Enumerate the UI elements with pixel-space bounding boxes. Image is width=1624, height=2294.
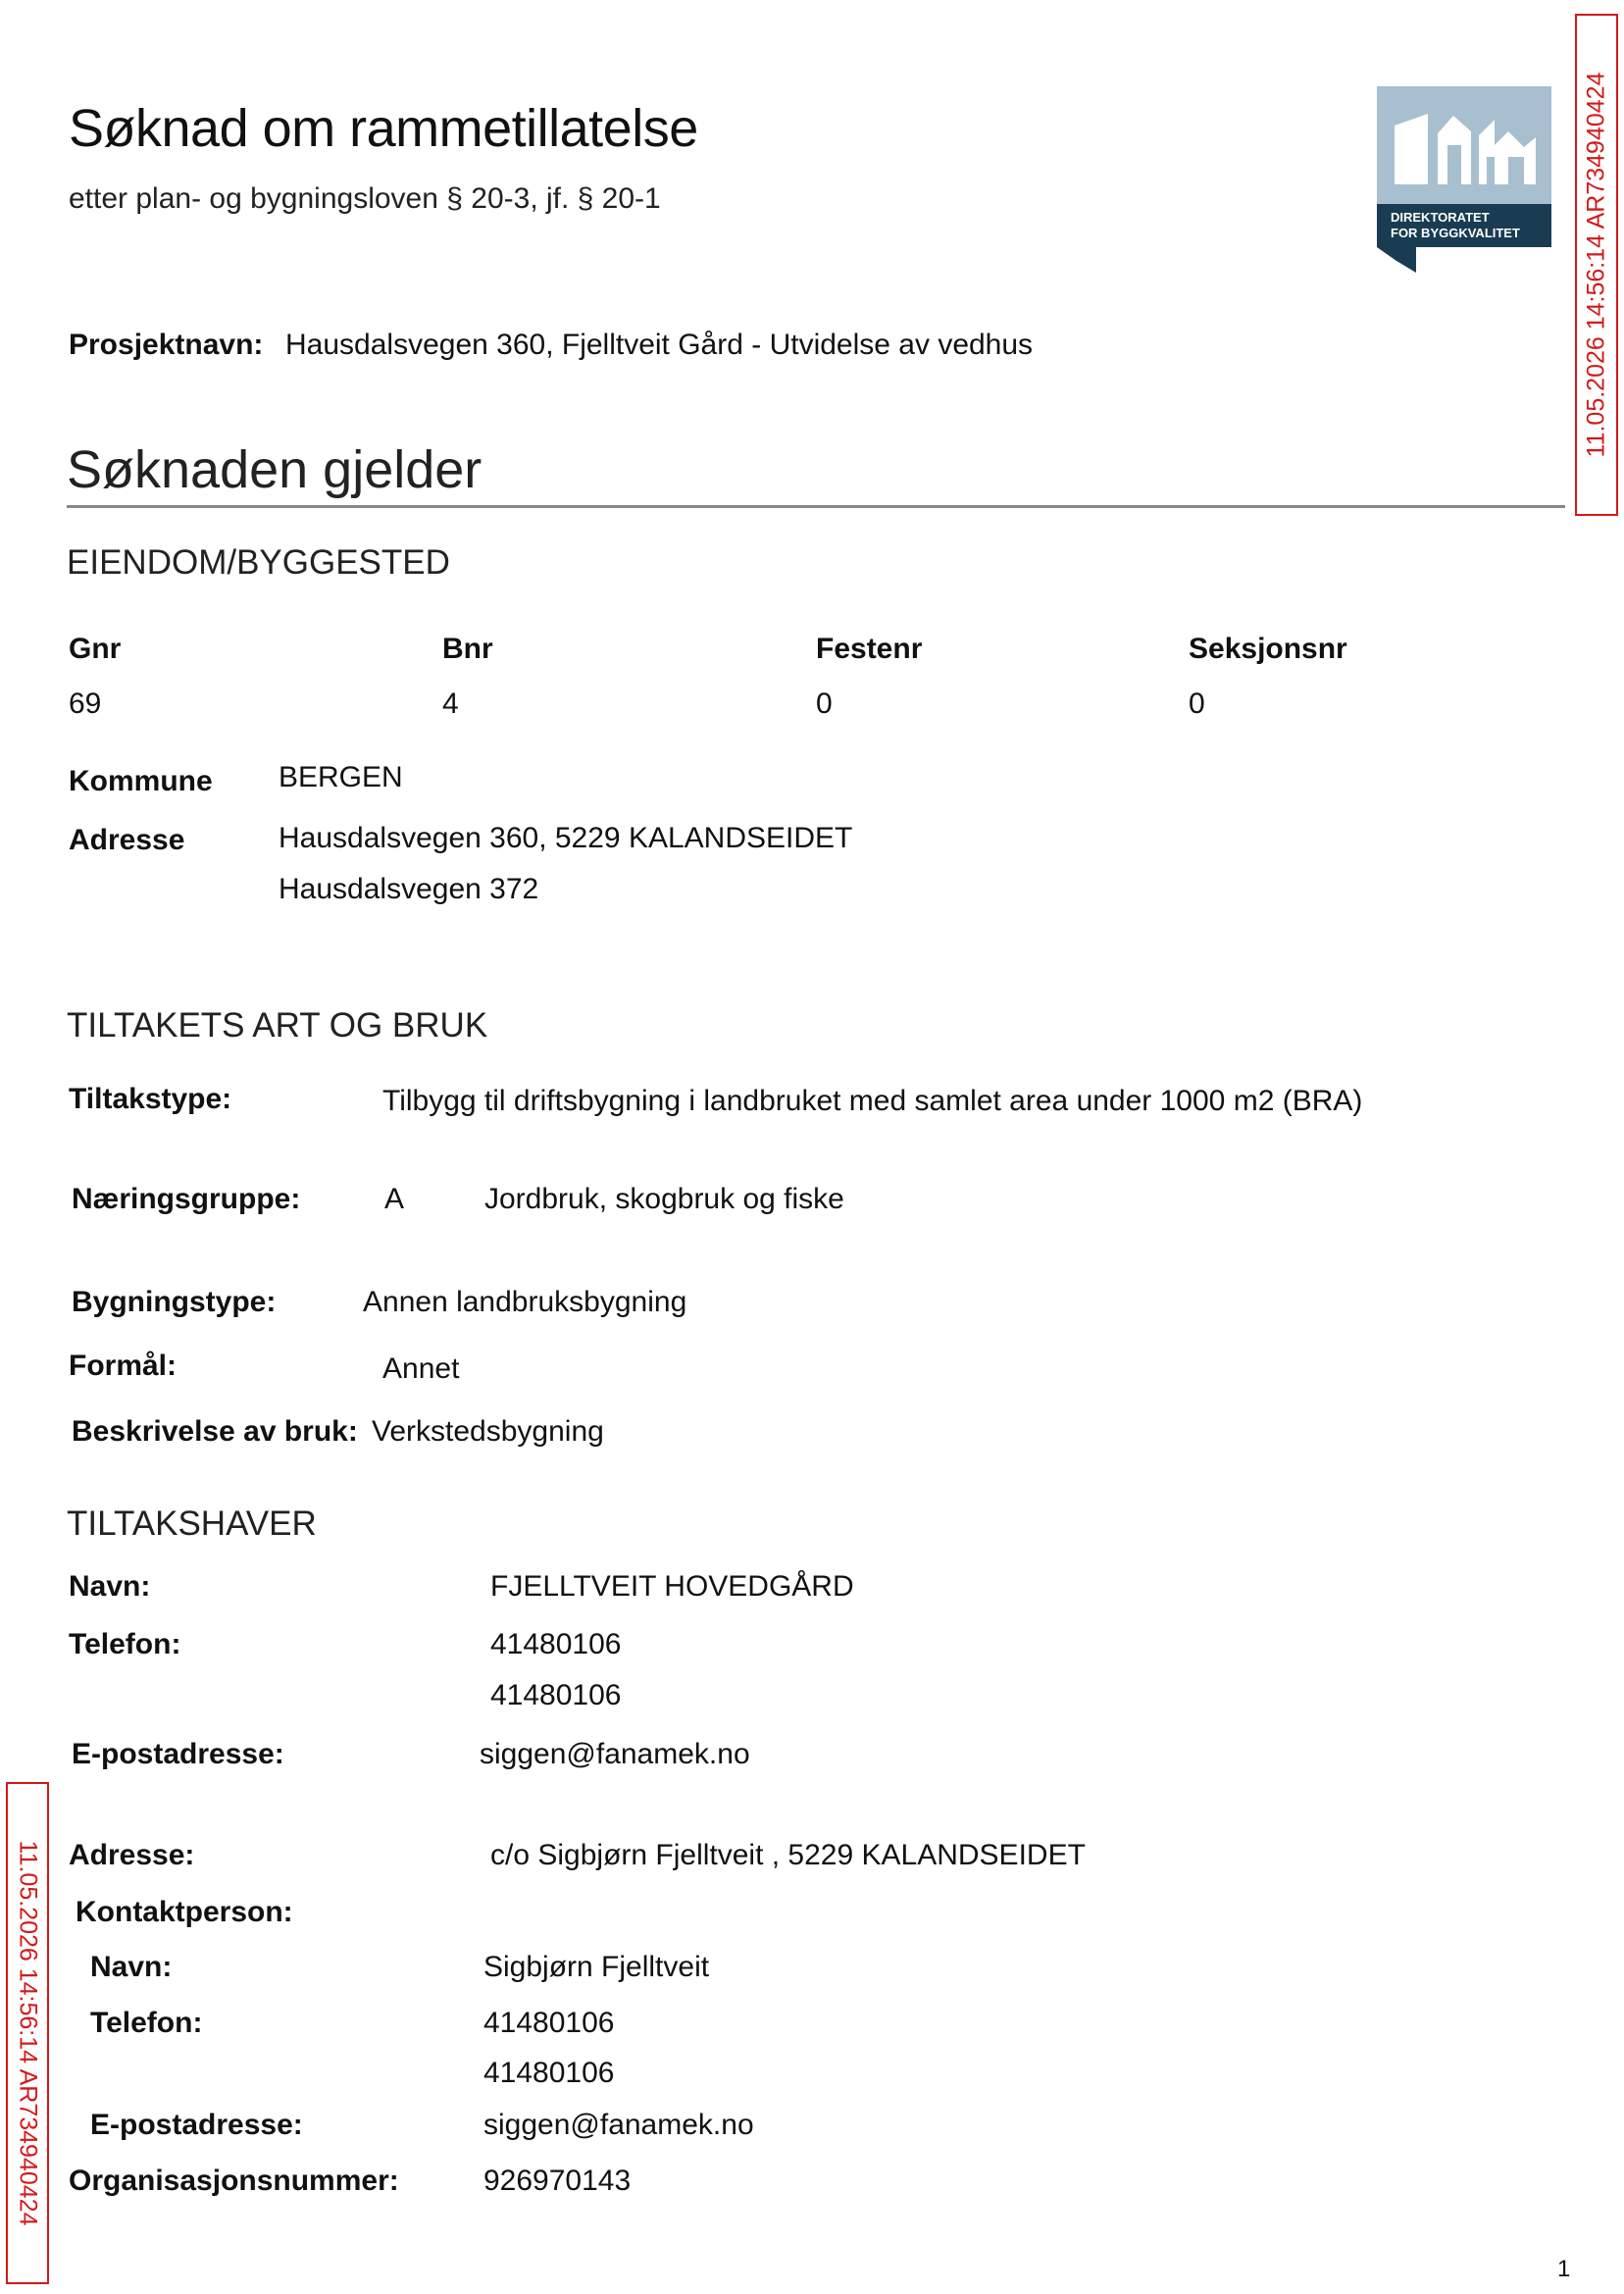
kp-navn-value: Sigbjørn Fjelltveit [483,1951,710,1983]
bygningstype-value: Annen landbruksbygning [363,1286,687,1318]
timestamp-stamp-top-text: 11.05.2026 14:56:14 AR734940424 [1582,72,1610,458]
naeringsgruppe-label: Næringsgruppe: [72,1183,301,1215]
timestamp-stamp-top [1575,14,1618,516]
project-value: Hausdalsvegen 360, Fjelltveit Gård - Utvidelse av vedhus [285,329,1034,361]
document-subtitle: etter plan- og bygningsloven § 20-3, jf. § 20-1 [69,182,661,215]
epost-value: siggen@fanamek.no [480,1738,750,1770]
festenr-header: Festenr [816,633,923,665]
tiltakshaver-heading: TILTAKSHAVER [67,1504,317,1543]
epost-label: E-postadresse: [72,1738,284,1770]
org-value: 926970143 [483,2165,632,2197]
tiltakshaver-adresse-label: Adresse: [69,1839,195,1871]
kp-telefon-value-1: 41480106 [483,2007,615,2039]
telefon-label: Telefon: [69,1628,181,1660]
kommune-label: Kommune [69,765,213,797]
naeringsgruppe-code: A [384,1183,405,1215]
tiltakshaver-adresse-value: c/o Sigbjørn Fjelltveit , 5229 KALANDSEIDET [490,1839,1086,1871]
bnr-header: Bnr [442,633,493,665]
telefon-value-1: 41480106 [490,1628,622,1660]
seksjonsnr-header: Seksjonsnr [1189,633,1347,665]
dibk-logo-icon [1377,86,1551,273]
kp-epost-value: siggen@fanamek.no [483,2109,754,2141]
telefon-value-2: 41480106 [490,1679,622,1711]
kp-navn-label: Navn: [90,1951,173,1983]
beskrivelse-value: Verkstedsbygning [372,1415,604,1448]
project-label: Prosjektnavn: [69,329,264,361]
formal-label: Formål: [69,1350,178,1382]
logo-line1: DIREKTORATET [1391,210,1490,225]
tiltakstype-value: Tilbygg til driftsbygning i landbruket med samlet area under 1000 m2 (BRA) [382,1085,1363,1117]
beskrivelse-label: Beskrivelse av bruk: [72,1415,358,1448]
formal-value: Annet [382,1352,460,1385]
gnr-value: 69 [69,688,102,720]
adresse-line-2: Hausdalsvegen 372 [279,873,539,905]
kp-telefon-value-2: 41480106 [483,2057,615,2089]
kp-epost-label: E-postadresse: [90,2109,303,2141]
kp-telefon-label: Telefon: [90,2007,203,2039]
bnr-value: 4 [442,688,459,720]
bygningstype-label: Bygningstype: [72,1286,277,1318]
timestamp-stamp-bottom-text: 11.05.2026 14:56:14 AR734940424 [14,1840,42,2226]
timestamp-stamp-bottom [6,1782,49,2284]
page-number: 1 [1557,2256,1571,2282]
adresse-line-1: Hausdalsvegen 360, 5229 KALANDSEIDET [279,822,853,854]
navn-value: FJELLTVEIT HOVEDGÅRD [490,1570,854,1603]
kontaktperson-label: Kontaktperson: [76,1896,293,1928]
logo-line2: FOR BYGGKVALITET [1391,226,1520,240]
section-heading: Søknaden gjelder [67,440,482,499]
org-label: Organisasjonsnummer: [69,2165,399,2197]
gnr-header: Gnr [69,633,122,665]
adresse-label: Adresse [69,824,185,856]
naeringsgruppe-value: Jordbruk, skogbruk og fiske [484,1183,844,1215]
dibk-logo [1377,86,1551,273]
navn-label: Navn: [69,1570,151,1603]
festenr-value: 0 [816,688,833,720]
tiltakstype-label: Tiltakstype: [69,1083,232,1115]
tiltak-heading: TILTAKETS ART OG BRUK [67,1006,488,1045]
section-divider [67,505,1565,508]
kommune-value: BERGEN [279,761,403,793]
seksjonsnr-value: 0 [1189,688,1205,720]
eiendom-heading: EIENDOM/BYGGESTED [67,543,450,582]
document-title: Søknad om rammetillatelse [69,99,698,158]
